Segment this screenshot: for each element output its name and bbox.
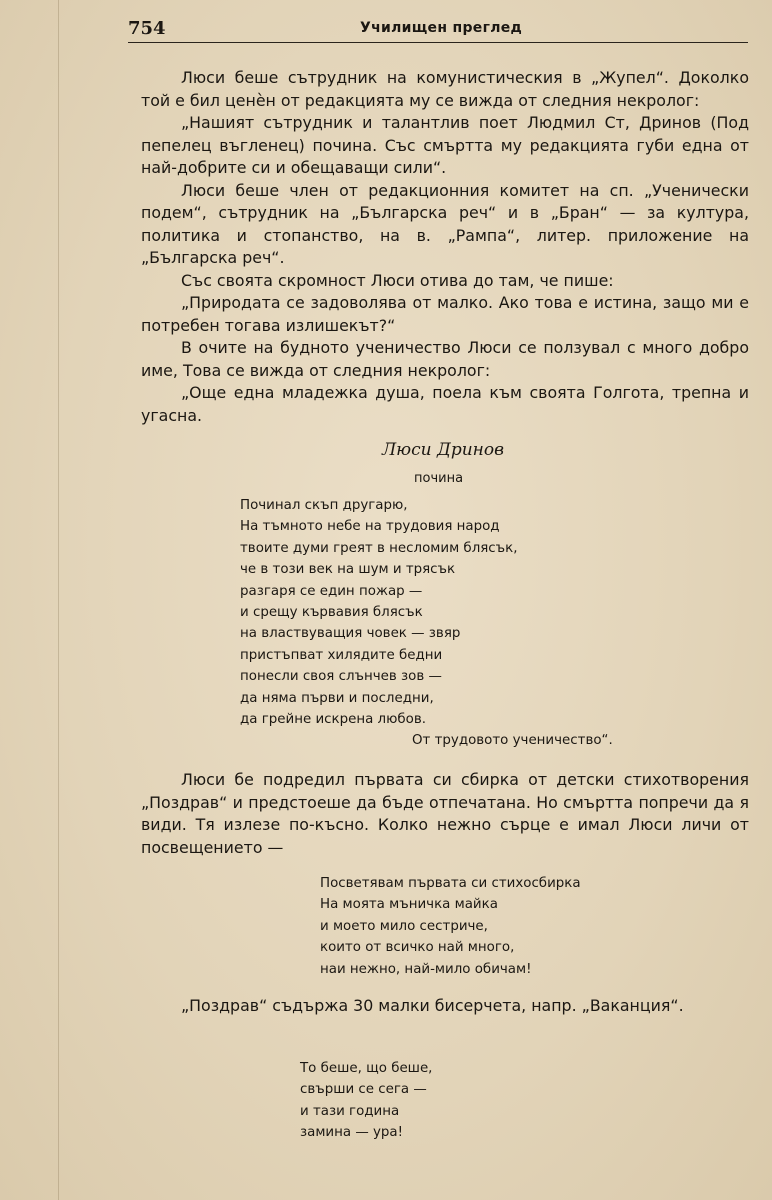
verse-line: и срещу кървавия блясък xyxy=(240,605,423,621)
obituary-signature: От трудовото ученичество“. xyxy=(412,733,613,748)
paragraph: Люси беше сътрудник на комунистическия в „Жупел“. Доколко той е бил ценѐн от редакцията му се вижда от следния некролог: xyxy=(141,68,749,110)
verse-line: разгаря се един пожар — xyxy=(240,583,423,599)
text-block-2 xyxy=(141,769,749,859)
verse-line: на властвуващия човек — звяр xyxy=(240,626,461,642)
paragraph: Със своята скромност Люси отива до там, че пише: xyxy=(181,270,614,290)
verse-line: замина — ура! xyxy=(300,1125,403,1141)
verse-line: Починал скъп другарю, xyxy=(240,498,408,513)
verse-line: твоите думи греят в несломим блясък, xyxy=(240,540,518,556)
paragraph: Люси беше член от редакционния комитет на сп. „Ученически подем“, сътрудник на „Българска реч“ и в „Бран“ — за култура, политика и стопанство, на в. „Рампа“, литер. приложение на „Българска реч“. xyxy=(141,180,749,267)
verse-line: То беше, що беше, xyxy=(300,1061,433,1076)
verse-line: и тази година xyxy=(300,1103,400,1119)
page-header xyxy=(128,18,748,40)
text-block-3 xyxy=(141,995,749,1018)
verse-line: Посветявам първата си стихосбирка xyxy=(320,876,581,891)
verse-line: наи нежно, най-мило обичам! xyxy=(320,961,532,977)
paragraph: „Още една младежка душа, поела към своята Голгота, трепна и угасна. xyxy=(141,383,749,425)
verse-line: пристъпват хилядите бедни xyxy=(240,647,443,663)
verse-line: понесли своя слънчев зов — xyxy=(240,669,442,685)
paragraph: „Поздрав“ съдържа 30 малки бисерчета, напр. „Ваканция“. xyxy=(181,996,684,1015)
paragraph: Люси бе подредил първата си сбирка от детски стихотворения „Поздрав“ и предстоеше да бъде отпечатана. Но смъртта попречи да я види. Тя излезе по-късно. Колко нежно сърце е имал Люси личи от посвещението — xyxy=(141,770,749,857)
paragraph: В очите на будното ученичество Люси се ползувал с много добро име, Това се вижда от следния некролог: xyxy=(141,338,749,380)
obituary-title: Люси Дринов xyxy=(382,440,505,460)
verse-line: На моята мъничка майка xyxy=(320,897,498,913)
paragraph: „Природата се задоволява от малко. Ако това е истина, защо ми е потребен тогава излишекът?“ xyxy=(141,293,749,335)
obituary-poem xyxy=(240,495,517,730)
vacation-poem xyxy=(300,1058,432,1144)
paragraph: „Нашият сътрудник и талантлив поет Людмил Ст, Дринов (Под пепелец въгленец) почина. Със смъртта му редакцията губи една от най-добрите си и обещаващи сили“. xyxy=(141,113,749,177)
verse-line: да няма първи и последни, xyxy=(240,690,434,706)
verse-line: На тъмното небе на трудовия народ xyxy=(240,519,500,535)
page-fold-line xyxy=(58,0,59,1200)
verse-line: да грейне искрена любов. xyxy=(240,712,426,728)
verse-line: че в този век на шум и трясък xyxy=(240,562,456,578)
verse-line: и моето мило сестриче, xyxy=(320,918,488,934)
page-number: 754 xyxy=(128,18,166,39)
text-block-1 xyxy=(141,67,749,427)
verse-line: които от всичко най много, xyxy=(320,940,515,956)
dedication-poem xyxy=(320,873,581,980)
verse-line: свърши се сега — xyxy=(300,1082,427,1098)
header-rule xyxy=(128,42,748,43)
running-head: Училищен преглед xyxy=(360,20,523,36)
obituary-subtitle: почина xyxy=(414,471,464,486)
